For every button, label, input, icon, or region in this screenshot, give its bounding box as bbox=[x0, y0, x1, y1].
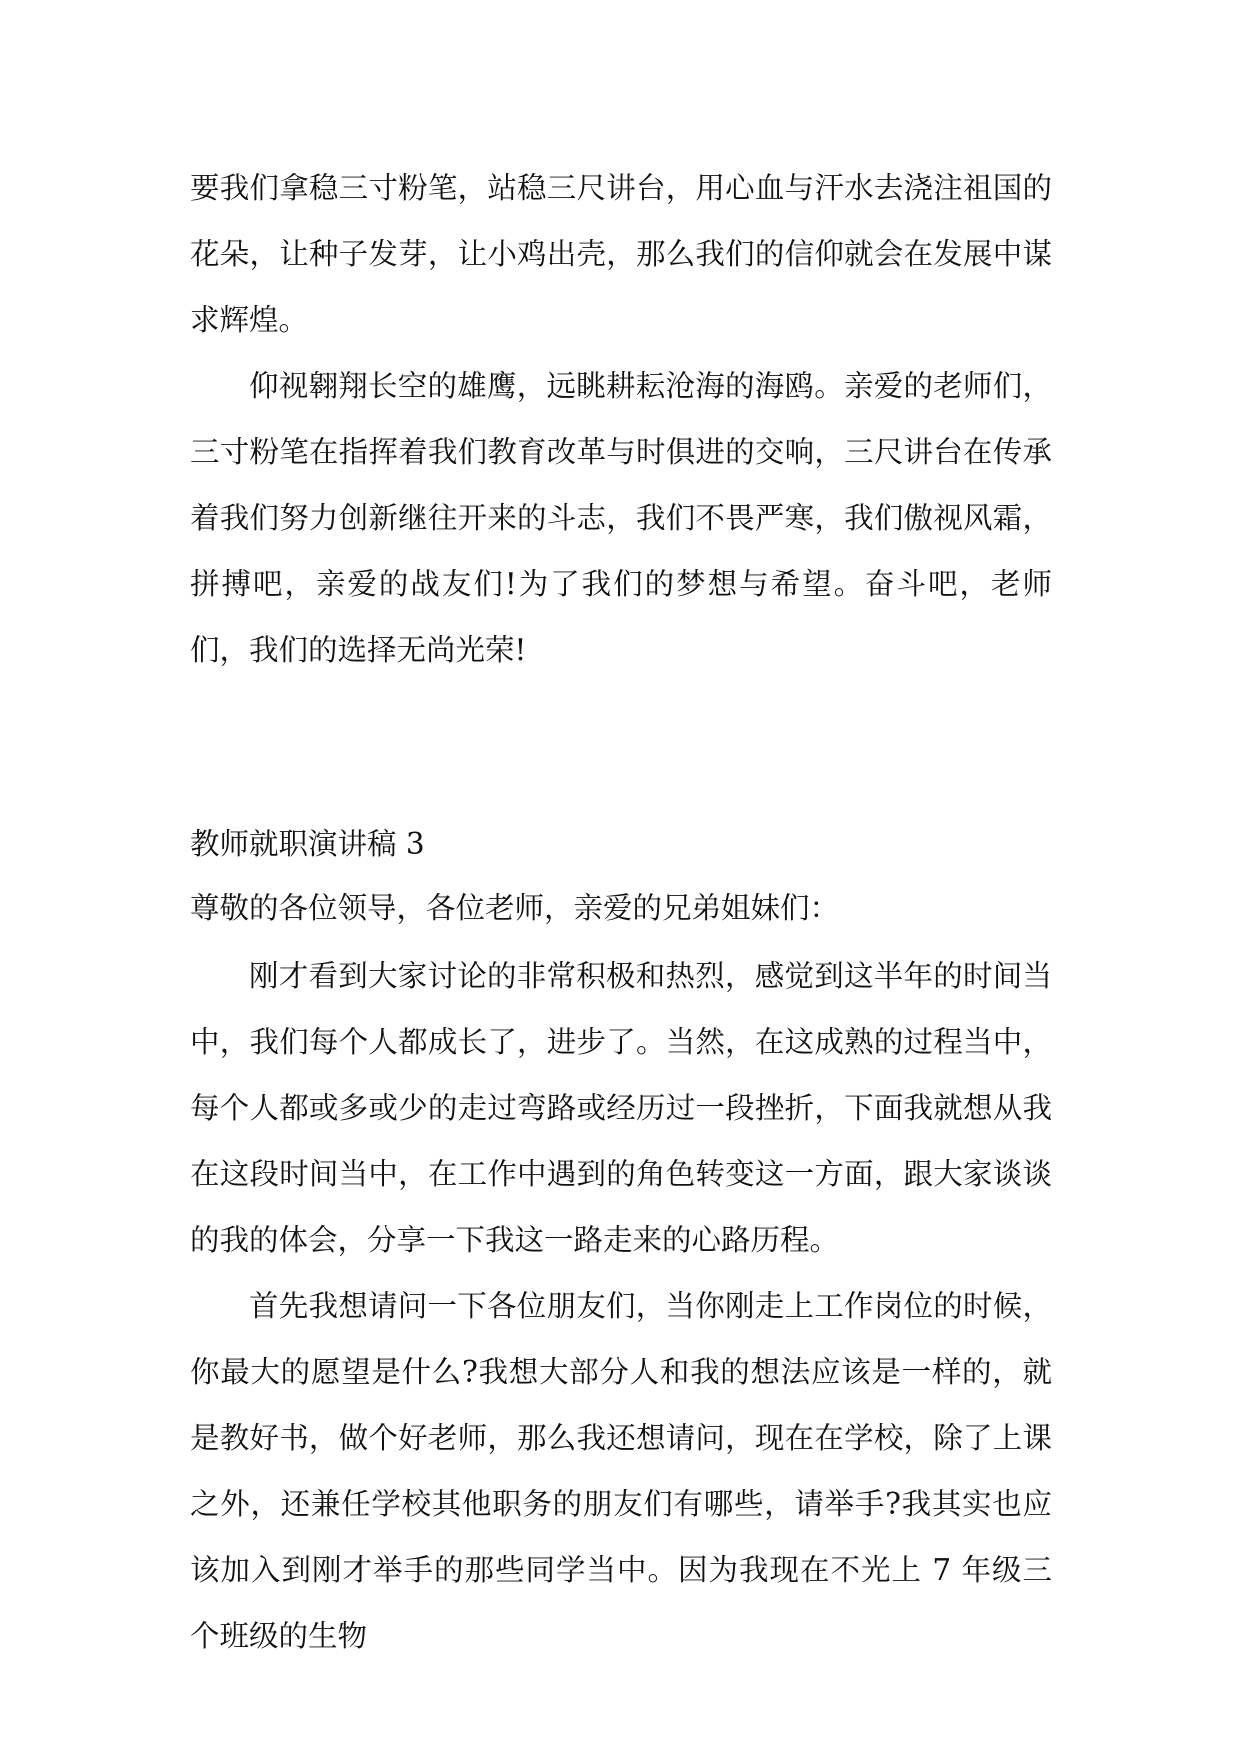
section-spacer bbox=[190, 683, 1052, 815]
paragraph-closing: 仰视翱翔长空的雄鹰，远眺耕耘沧海的海鸥。亲爱的老师们，三寸粉笔在指挥着我们教育改革与时俱进的交响，三尺讲台在传承着我们努力创新继往开来的斗志，我们不畏严寒，我们傲视风霜，拼搏吧，亲爱的战友们!为了我们的梦想与希望。奋斗吧，老师们，我们的选择无尚光荣! bbox=[190, 369, 1052, 667]
section-title: 教师就职演讲稿 3 bbox=[190, 827, 425, 861]
paragraph-question: 首先我想请问一下各位朋友们，当你刚走上工作岗位的时候，你最大的愿望是什么?我想大部分人和我的想法应该是一样的，就是教好书，做个好老师，那么我还想请问，现在在学校，除了上课之外，还兼任学校其他职务的朋友们有哪些，请举手?我其实也应该加入到刚才举手的那些同学当中。因为我现在不光上 7 年级三个班级的生物 bbox=[190, 1289, 1052, 1653]
salutation: 尊敬的各位领导，各位老师，亲爱的兄弟姐妹们： bbox=[190, 891, 840, 925]
paragraph-intro: 刚才看到大家讨论的非常积极和热烈，感觉到这半年的时间当中，我们每个人都成长了，进步了。当然，在这成熟的过程当中，每个人都或多或少的走过弯路或经历过一段挫折，下面我就想从我在这段时间当中，在工作中遇到的角色转变这一方面，跟大家谈谈的我的体会，分享一下我这一路走来的心路历程。 bbox=[190, 959, 1052, 1257]
document-body bbox=[190, 155, 1052, 1669]
paragraph-continued: 要我们拿稳三寸粉笔，站稳三尺讲台，用心血与汗水去浇注祖国的花朵，让种子发芽，让小鸡出壳，那么我们的信仰就会在发展中谋求辉煌。 bbox=[190, 171, 1052, 337]
